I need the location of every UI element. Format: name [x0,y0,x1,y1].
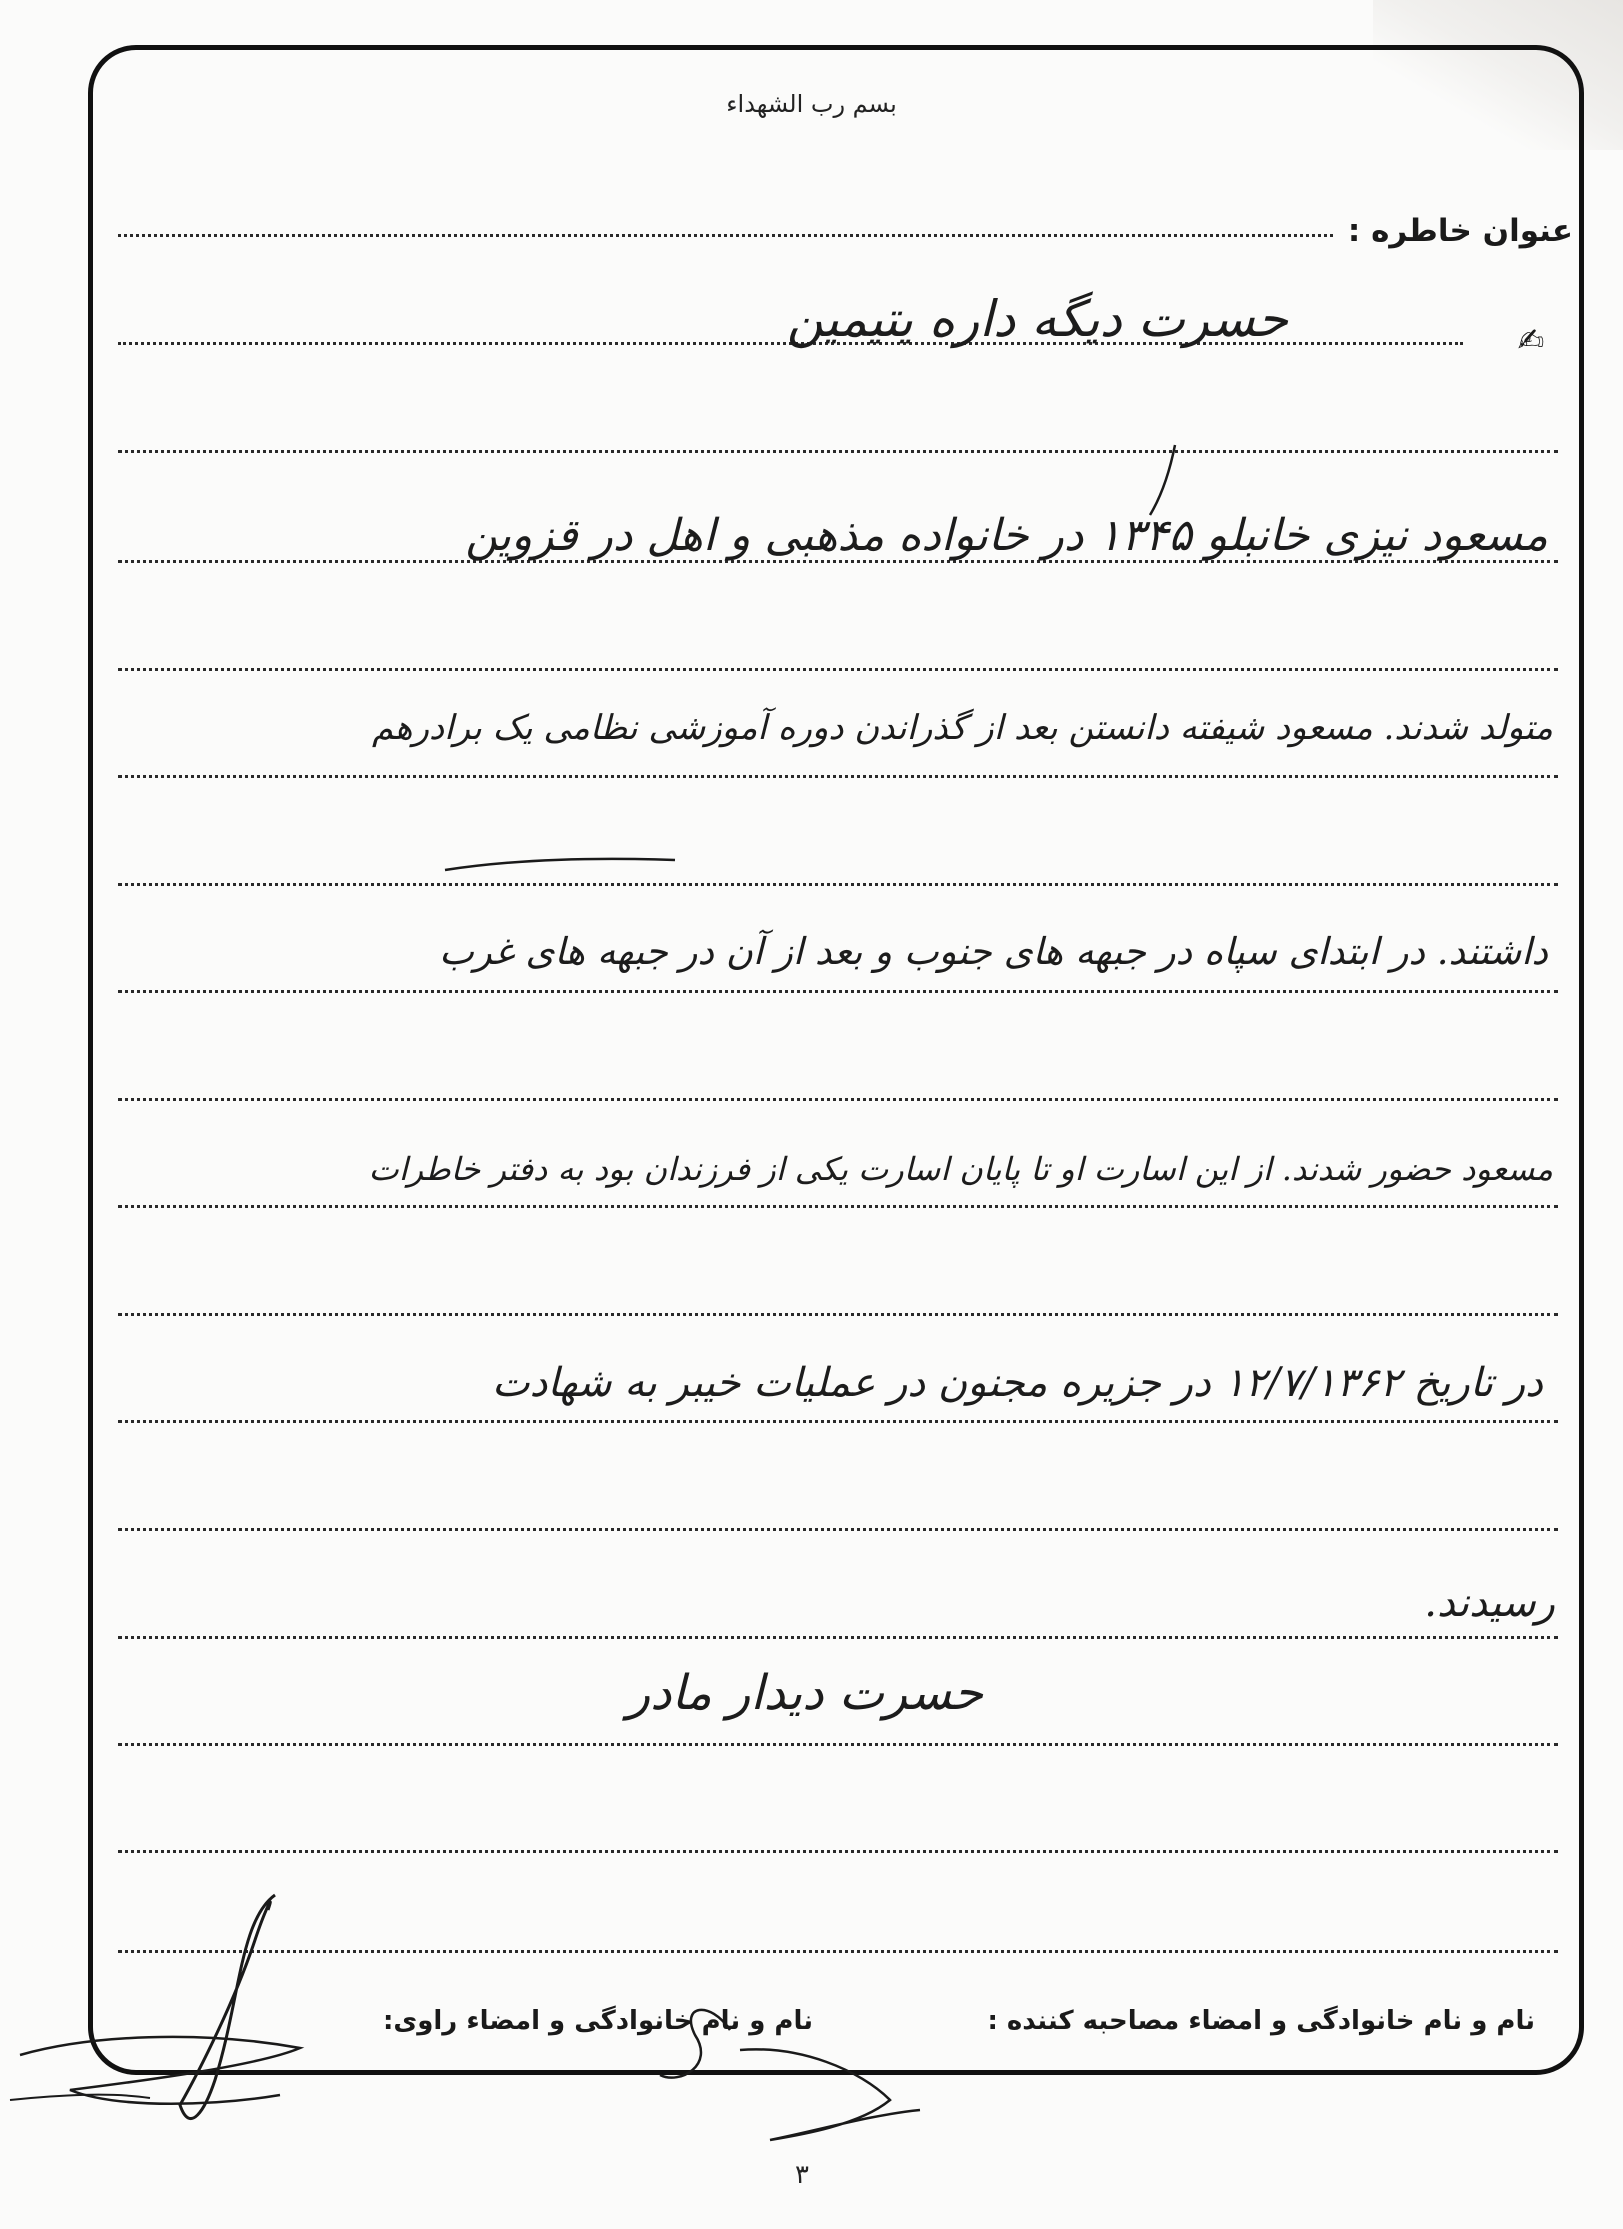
strike-mark [440,845,680,885]
correction-mark [1140,440,1200,520]
memoir-title-label: عنوان خاطره : [1336,213,1573,249]
ruled-line [118,1098,1558,1101]
page-frame [88,45,1584,2075]
memoir-line: رسیدند. [1424,1580,1555,1626]
ruled-line [118,1528,1558,1531]
ruled-line [118,1205,1558,1208]
interviewer-signature-label: نام و نام خانوادگی و امضاء مصاحبه کننده : [987,2006,1535,2036]
page-heading: بسم رب الشهداء [726,90,897,118]
memoir-line: مسعود نیزی خانبلو ۱۳۴۵ در خانواده مذهبی و اهل در قزوین [465,510,1548,561]
ruled-line [118,1420,1558,1423]
memoir-line: متولد شدند. مسعود شیفته دانستن بعد از گذراندن دوره آموزشی نظامی یک برادرهم [372,708,1553,748]
narrator-signature-label: نام و نام خانوادگی و امضاء راوی: [383,2006,813,2036]
ruled-line [118,450,1558,453]
closing-note: حسرت دیدار مادر [626,1665,983,1721]
page-number: ۳ [795,2160,809,2190]
ruled-line [118,1743,1558,1746]
ruled-line [118,1636,1558,1639]
ruled-line [118,990,1558,993]
ruled-line [118,668,1558,671]
narrator-signature [0,1880,420,2160]
interviewer-signature [620,1990,1000,2150]
memoir-line: داشتند. در ابتدای سپاه در جبهه های جنوب و بعد از آن در جبهه های غرب [439,930,1548,973]
memoir-line: در تاریخ ۱۲/۷/۱۳۶۲ در جزیره مجنون در عملیات خیبر به شهادت [491,1360,1543,1406]
ruled-line [118,234,1333,237]
ruled-line [118,775,1558,778]
ruled-line [118,883,1558,886]
pen-writing-icon: ✍ [1517,321,1545,359]
ruled-line [118,1313,1558,1316]
memoir-title-text: حسرت دیگه داره یتیمین [786,290,1288,348]
ruled-line [118,1850,1558,1853]
memoir-line: مسعود حضور شدند. از این اسارت او تا پایان اسارت یکی از فرزندان بود به دفتر خاطرات [368,1150,1553,1188]
